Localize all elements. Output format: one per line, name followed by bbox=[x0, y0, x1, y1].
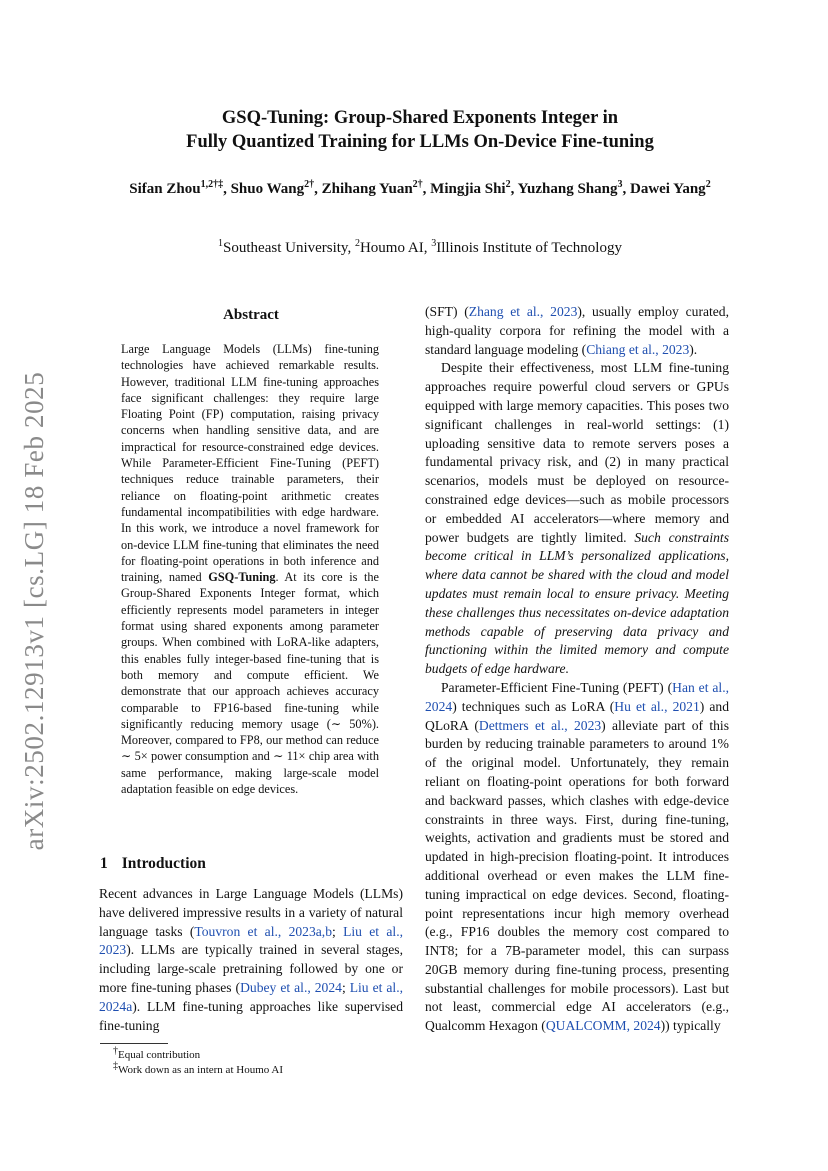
author-name: Shuo Wang bbox=[230, 181, 305, 197]
section-heading-introduction bbox=[100, 855, 206, 873]
author-mark: 1,2†‡ bbox=[200, 179, 224, 190]
citation-link[interactable]: Chiang et al., 2023 bbox=[586, 341, 690, 357]
paragraph-text: ). LLMs are typically trained in several stages, including large-scale pretraining followed by one or more fine-tuning phases ( bbox=[99, 942, 403, 995]
author-mark: 2 bbox=[505, 179, 511, 190]
author-name: Yuzhang Shang bbox=[517, 181, 618, 197]
paragraph-text: ). LLM fine-tuning approaches like supervised fine-tuning bbox=[99, 998, 403, 1033]
paragraph-text: )) typically bbox=[660, 1018, 721, 1034]
paragraph-text: ). bbox=[689, 341, 698, 357]
footnote-rule bbox=[100, 1043, 168, 1044]
intro-paragraph bbox=[99, 885, 403, 1035]
citation-link[interactable]: Dubey et al., 2024 bbox=[240, 979, 342, 995]
citation-link[interactable]: Hu et al., 2021 bbox=[614, 698, 700, 714]
abstract-text-continued: . At its core is the Group-Shared Exponents Integer format, which efficiently represents model parameters in integer format using shared exponents among parameter groups. When combined with LoRA-like adapters, this enables fully integer-based fine-tuning that is both memory and compute efficient. We demonstrate that our approach achieves accuracy comparable to FP16-based fine-tuning while significantly reducing memory usage (∼ 50%). Moreover, compared to FP8, our method can reduce ∼ 5× power consumption and ∼ 11× chip area with same performance, making large-scale model adaptation feasible on edge devices. bbox=[121, 570, 379, 797]
footnote-text: Equal contribution bbox=[118, 1049, 201, 1061]
citation-link[interactable]: Dettmers et al., 2023 bbox=[478, 717, 602, 733]
affiliations: $^1$Southeast University, $^2$Houmo AI, $^3$Illinois Institute of Technology bbox=[218, 238, 622, 256]
right-column bbox=[425, 303, 729, 1036]
citation-link[interactable]: Touvron et al., 2023a,b bbox=[194, 923, 332, 939]
citation-link[interactable]: Liu et al., 2023 bbox=[99, 923, 403, 958]
author-mark: 2 bbox=[705, 179, 711, 190]
author-name: Sifan Zhou bbox=[129, 181, 201, 197]
footnote-text: Work down as an intern at Houmo AI bbox=[118, 1063, 283, 1076]
method-name: GSQ-Tuning bbox=[208, 570, 276, 585]
paragraph-text: ; bbox=[332, 923, 344, 939]
paragraph-text: Recent advances in Large Language Models (LLMs) have delivered impressive results in a variety of natural language tasks ( bbox=[99, 886, 403, 939]
affiliation-3: Illinois Institute of Technology bbox=[436, 240, 622, 256]
citation-link[interactable]: Liu et al., 2024a bbox=[99, 979, 404, 1014]
paper-title-line-2: Fully Quantized Training for LLMs On-Device Fine-tuning bbox=[186, 132, 654, 152]
paper-title-line-1: GSQ-Tuning: Group-Shared Exponents Integer in bbox=[221, 108, 619, 128]
footnotes bbox=[113, 1045, 413, 1077]
arxiv-stamp: arXiv:2502.12913v1 [cs.LG] 18 Feb 2025 bbox=[19, 371, 49, 851]
paragraph-text: (SFT) ( bbox=[425, 304, 469, 319]
paragraph bbox=[425, 359, 729, 679]
author-list: Sifan Zhou$^{1,2\dagger\ddagger}$, Shuo Wang$^{2\dagger}$, Zhihang Yuan$^{2\dagger}$, Mingjia Shi$^2$, Yuzhang Shang$^3$, Dawei Yang$^2$ bbox=[129, 179, 711, 197]
paragraph-text: ) techniques such as LoRA ( bbox=[452, 698, 615, 714]
citation-link[interactable]: Han et al., 2024 bbox=[425, 679, 729, 714]
affiliation-1: Southeast University, bbox=[223, 240, 352, 256]
author-name: Zhihang Yuan bbox=[321, 181, 413, 197]
footnote-2 bbox=[113, 1059, 413, 1078]
author-mark: 3 bbox=[617, 179, 623, 190]
footnote-mark: † bbox=[113, 1045, 118, 1057]
paragraph-text: ) alleviate part of this burden by reducing trainable parameters to around 1% of the original model. Unfortunately, they remain reliant on floating-point operations for both forward and backward passes, which clashes with edge-device constraints in three ways. First, during fine-tuning, weights, activation and gradients must be stored and updated in high-precision floating-point. It introduces additional overhead or even makes the LLM fine-tuning impractical on edge devices. Second, floating-point representations incur high memory overhead (e.g., FP16 doubles the memory cost compared to INT8; for a 7B-parameter model, this can surpass 20GB memory during fine-tuning process, presenting substantial challenges for mobile processors). Last but not least, commercial edge AI accelerators (e.g., Qualcomm Hexagon ( bbox=[425, 717, 729, 1034]
paragraph-text: Parameter-Efficient Fine-Tuning (PEFT) ( bbox=[441, 679, 673, 695]
abstract-body bbox=[121, 341, 379, 797]
section-title: Introduction bbox=[121, 855, 206, 872]
abstract-heading: Abstract bbox=[223, 307, 279, 323]
paragraph-text: ), usually employ curated, high-quality corpora for refining the model with a standard language modeling ( bbox=[425, 304, 730, 357]
author-mark: 2† bbox=[304, 179, 315, 190]
citation-link[interactable]: Zhang et al., 2023 bbox=[468, 304, 578, 319]
paragraph bbox=[425, 303, 729, 359]
footnote-1 bbox=[113, 1045, 413, 1063]
affiliation-2: Houmo AI, bbox=[359, 240, 428, 256]
author-name: Dawei Yang bbox=[629, 181, 706, 197]
paragraph-text: Despite their effectiveness, most LLM fine-tuning approaches require powerful cloud servers or GPUs equipped with large memory capacities. This poses two significant challenges in real-world settings: (1) uploading sensitive data to remote servers poses a fundamental privacy risk, and (2) in many practical scenarios, models must be deployed on resource-constrained edge devices—such as mobile processors or embedded AI accelerators—where memory and power budgets are tightly limited. bbox=[425, 360, 729, 545]
paragraph-text: ) and QLoRA ( bbox=[425, 698, 730, 733]
author-mark: 2† bbox=[412, 179, 423, 190]
author-name: Mingjia Shi bbox=[430, 181, 506, 197]
paragraph bbox=[425, 679, 729, 1036]
footnote-mark: ‡ bbox=[113, 1059, 118, 1071]
paragraph-text: ; bbox=[341, 979, 350, 995]
citation-link[interactable]: QUALCOMM, 2024 bbox=[545, 1018, 661, 1034]
abstract-text: Large Language Models (LLMs) fine-tuning technologies have achieved remarkable results. However, traditional LLM fine-tuning approaches face significant challenges: they require large Floating Point (FP) computation, raising privacy concerns when handling sensitive data, and are impractical for resource-constrained edge devices. While Parameter-Efficient Fine-Tuning (PEFT) techniques reduce trainable parameters, their reliance on floating-point arithmetic creates fundamental incompatibilities with edge hardware. In this work, we introduce a novel framework for on-device LLM fine-tuning that eliminates the need for floating-point operations in both inference and training, named bbox=[121, 342, 379, 585]
section-number: 1 bbox=[100, 855, 108, 872]
italic-text: Such constraints become critical in LLM’s personalized applications, where data cannot be shared with the cloud and model updates must remain local to ensure privacy. Meeting these challenges thus necessitates on-device adaptation methods capable of preserving data privacy and functioning within the limited memory and compute budgets of edge hardware. bbox=[425, 529, 729, 677]
